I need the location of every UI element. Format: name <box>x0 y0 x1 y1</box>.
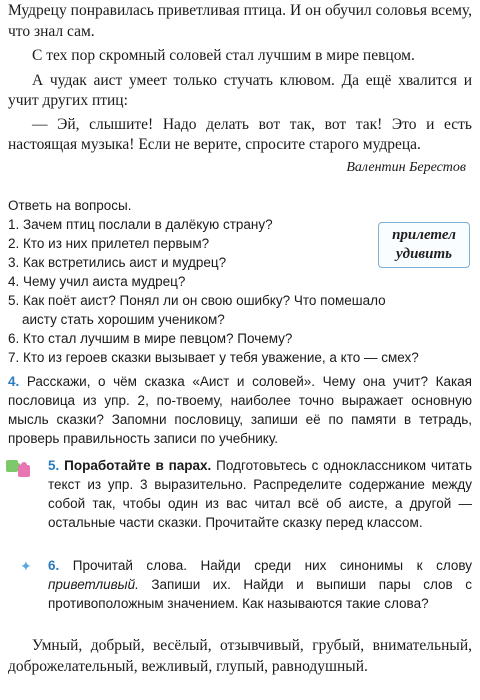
task-body: Подготовьтесь с одноклассником читать текст из упр. 3 выразительно. Распределите содержание между собой так, чтобы один из вас читал всё об аисте, а другой — остальные части сказки. Прочитайте сказку перед классом. <box>48 458 472 530</box>
task-5-text <box>8 456 472 532</box>
question-item: 7. Кто из героев сказки вызывает у тебя уважение, а кто — смех? <box>8 350 419 365</box>
task-number: 6. <box>48 558 60 573</box>
task-number: 4. <box>8 374 20 389</box>
question-item: 3. Как встретились аист и мудрец? <box>8 255 227 270</box>
question-item: 1. Зачем птиц послали в далёкую страну? <box>8 217 273 232</box>
story-paragraph: С тех пор скромный соловей стал лучшим в мире певцом. <box>32 47 415 64</box>
story-paragraph: — Эй, слышите! Надо делать вот так, вот так! Это и есть настоящая музыка! Если не верите, спросите старого мудреца. <box>8 115 472 153</box>
vocabulary-word: прилетел <box>392 227 456 243</box>
story-author: Валентин Берестов <box>346 159 466 175</box>
task-body: Запиши их. Найди и выпиши пары слов с противоположным значением. Как называются такие слова? <box>48 577 472 611</box>
task-6-text <box>8 556 472 613</box>
question-item-continuation: аисту стать хорошим учеником? <box>22 312 225 327</box>
task-4-text <box>8 372 472 448</box>
story-paragraph: Мудрецу понравилась приветливая птица. И он обучил соловья всему, что знал сам. <box>8 2 472 40</box>
story-paragraph: А чудак аист умеет только стучать клювом. Да ещё хвалится и учит других птиц: <box>8 71 472 109</box>
questions-heading: Ответь на вопросы. <box>8 198 132 213</box>
task-bold: Поработайте в парах. <box>64 458 212 473</box>
task-number: 5. <box>48 458 60 473</box>
question-item: 2. Кто из них прилетел первым? <box>8 236 210 251</box>
question-item: 5. Как поёт аист? Понял ли он свою ошибку? Что помешало <box>8 293 386 308</box>
task-body: Прочитай слова. Найди среди них синонимы к слову <box>72 558 472 573</box>
word-list <box>0 636 480 677</box>
word-list-text: Умный, добрый, весёлый, отзывчивый, грубый, внимательный, доброжелательный, вежливый, глупый, равнодушный. <box>8 637 472 675</box>
vocabulary-word: удивить <box>396 246 452 262</box>
puzzle-pair-icon <box>4 457 38 481</box>
question-item: 6. Кто стал лучшим в мире певцом? Почему? <box>8 331 293 346</box>
task-6 <box>0 556 480 613</box>
task-5 <box>0 456 480 532</box>
vocabulary-box <box>378 222 470 268</box>
story-text <box>0 0 480 178</box>
star-icon: ✦ <box>20 558 32 574</box>
task-4 <box>0 372 480 448</box>
task-italic-word: приветливый. <box>48 577 139 592</box>
question-item: 4. Чему учил аиста мудрец? <box>8 274 186 289</box>
task-body: Расскажи, о чём сказка «Аист и соловей». Чему она учит? Какая пословица из упр. 2, по-твоему, наиболее точно выражает основную мысль сказки? Запомни пословицу, запиши её по памяти в тетрадь, проверь правильность записи по учебнику. <box>8 374 472 446</box>
